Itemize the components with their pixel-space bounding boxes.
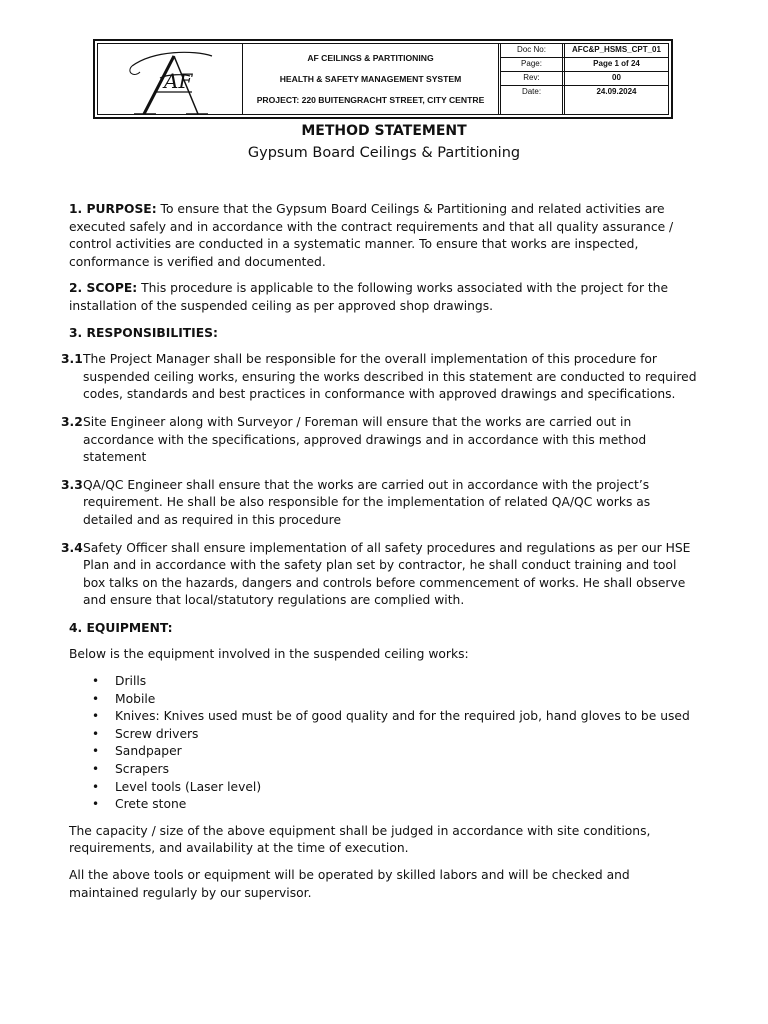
bullet-icon: • bbox=[92, 779, 100, 794]
equipment-heading: 4. EQUIPMENT: bbox=[69, 620, 173, 635]
company-logo bbox=[98, 44, 243, 114]
responsibility-item bbox=[61, 477, 701, 530]
doc-no-label: Doc No: bbox=[501, 44, 565, 57]
scope-paragraph bbox=[69, 280, 701, 315]
bullet-icon: • bbox=[92, 691, 100, 706]
list-item: • Crete stone bbox=[69, 796, 701, 814]
bullet-icon: • bbox=[92, 797, 100, 812]
document-meta-table bbox=[501, 44, 668, 114]
list-item: • Knives: Knives used must be of good quality and for the required job, hand gloves to be used bbox=[69, 708, 701, 726]
doc-no-value: AFC&P_HSMS_CPT_01 bbox=[572, 45, 661, 54]
list-item: • Mobile bbox=[69, 691, 701, 709]
svg-text:AF: AF bbox=[164, 69, 193, 93]
bullet-icon: • bbox=[92, 762, 100, 777]
document-title: METHOD STATEMENT bbox=[301, 123, 467, 139]
responsibility-number: 3.2 bbox=[61, 414, 83, 429]
list-item: • Scrapers bbox=[69, 761, 701, 779]
purpose-heading: 1. PURPOSE: bbox=[69, 202, 157, 216]
responsibility-item bbox=[61, 414, 701, 467]
bullet-icon: • bbox=[92, 726, 100, 741]
purpose-paragraph bbox=[69, 201, 701, 271]
responsibility-item bbox=[61, 351, 701, 404]
responsibility-text: Site Engineer along with Surveyor / Foreman will ensure that the works are carried out in accordance with the specifications, approved drawings and in accordance with this method statement bbox=[83, 414, 647, 465]
rev-value: 00 bbox=[612, 73, 621, 82]
project-name: PROJECT: 220 BUITENGRACHT STREET, CITY CENTRE bbox=[256, 94, 485, 105]
scope-heading: 2. SCOPE: bbox=[69, 281, 138, 296]
management-system: HEALTH & SAFETY MANAGEMENT SYSTEM bbox=[279, 73, 462, 84]
page-label: Page: bbox=[501, 58, 565, 71]
rev-label: Rev: bbox=[501, 72, 565, 85]
document-subtitle: Gypsum Board Ceilings & Partitioning bbox=[247, 145, 521, 161]
responsibility-number: 3.1 bbox=[61, 352, 83, 367]
equipment-intro: Below is the equipment involved in the suspended ceiling works: bbox=[69, 647, 469, 662]
equipment-note-capacity: The capacity / size of the above equipment shall be judged in accordance with site conditions, requirements, and availability at the time of execution. bbox=[69, 823, 651, 856]
purpose-text: To ensure that the Gypsum Board Ceilings & Partitioning and related activities are executed safely and in accordance with the contract requirements and that all quality assurance / control activities are conducted in a systematic manner. To ensure that works are inspected, conformance is verified and documented. bbox=[69, 202, 674, 269]
responsibility-text: Safety Officer shall ensure implementation of all safety procedures and regulations as per our HSE Plan and in accordance with the safety plan set by contractor, he shall conduct training and tool box talks on the hazards, dangers and controls before commencement of works. He shall observe and ensure that local/statutory regulations are complied with. bbox=[83, 540, 691, 608]
document-body bbox=[61, 201, 701, 911]
af-monogram-icon bbox=[124, 48, 216, 116]
equipment-note-operation: All the above tools or equipment will be operated by skilled labors and will be checked and maintained regularly by our supervisor. bbox=[69, 868, 630, 900]
date-value: 24.09.2024 bbox=[596, 87, 637, 96]
company-name: AF CEILINGS & PARTITIONING bbox=[307, 53, 434, 64]
list-item: • Drills bbox=[69, 673, 701, 691]
responsibility-text: The Project Manager shall be responsible for the overall implementation of this procedure for suspended ceiling works, ensuring the works described in this statement are conducted to required codes, standards and best practices in conformance with approved drawings and specifications. bbox=[83, 352, 697, 402]
date-label: Date: bbox=[501, 86, 565, 114]
responsibility-item bbox=[61, 540, 701, 610]
list-item: • Sandpaper bbox=[69, 743, 701, 761]
bullet-icon: • bbox=[92, 744, 100, 759]
responsibility-number: 3.3 bbox=[61, 477, 83, 492]
responsibility-text: QA/QC Engineer shall ensure that the works are carried out in accordance with the project’s requirement. He shall be also responsible for the implementation of related QA/QC works as detailed and as required in this procedure bbox=[83, 477, 651, 527]
responsibilities-heading: 3. RESPONSIBILITIES: bbox=[69, 325, 218, 340]
bullet-icon: • bbox=[92, 709, 100, 724]
scope-text: This procedure is applicable to the following works associated with the project for the installation of the suspended ceiling as per approved shop drawings. bbox=[69, 281, 669, 313]
list-item: • Screw drivers bbox=[69, 726, 701, 744]
list-item: • Level tools (Laser level) bbox=[69, 779, 701, 797]
page-value: Page 1 of 24 bbox=[593, 59, 640, 68]
equipment-list bbox=[69, 673, 701, 814]
responsibility-number: 3.4 bbox=[61, 540, 83, 555]
document-header bbox=[93, 39, 673, 119]
bullet-icon: • bbox=[92, 674, 100, 689]
